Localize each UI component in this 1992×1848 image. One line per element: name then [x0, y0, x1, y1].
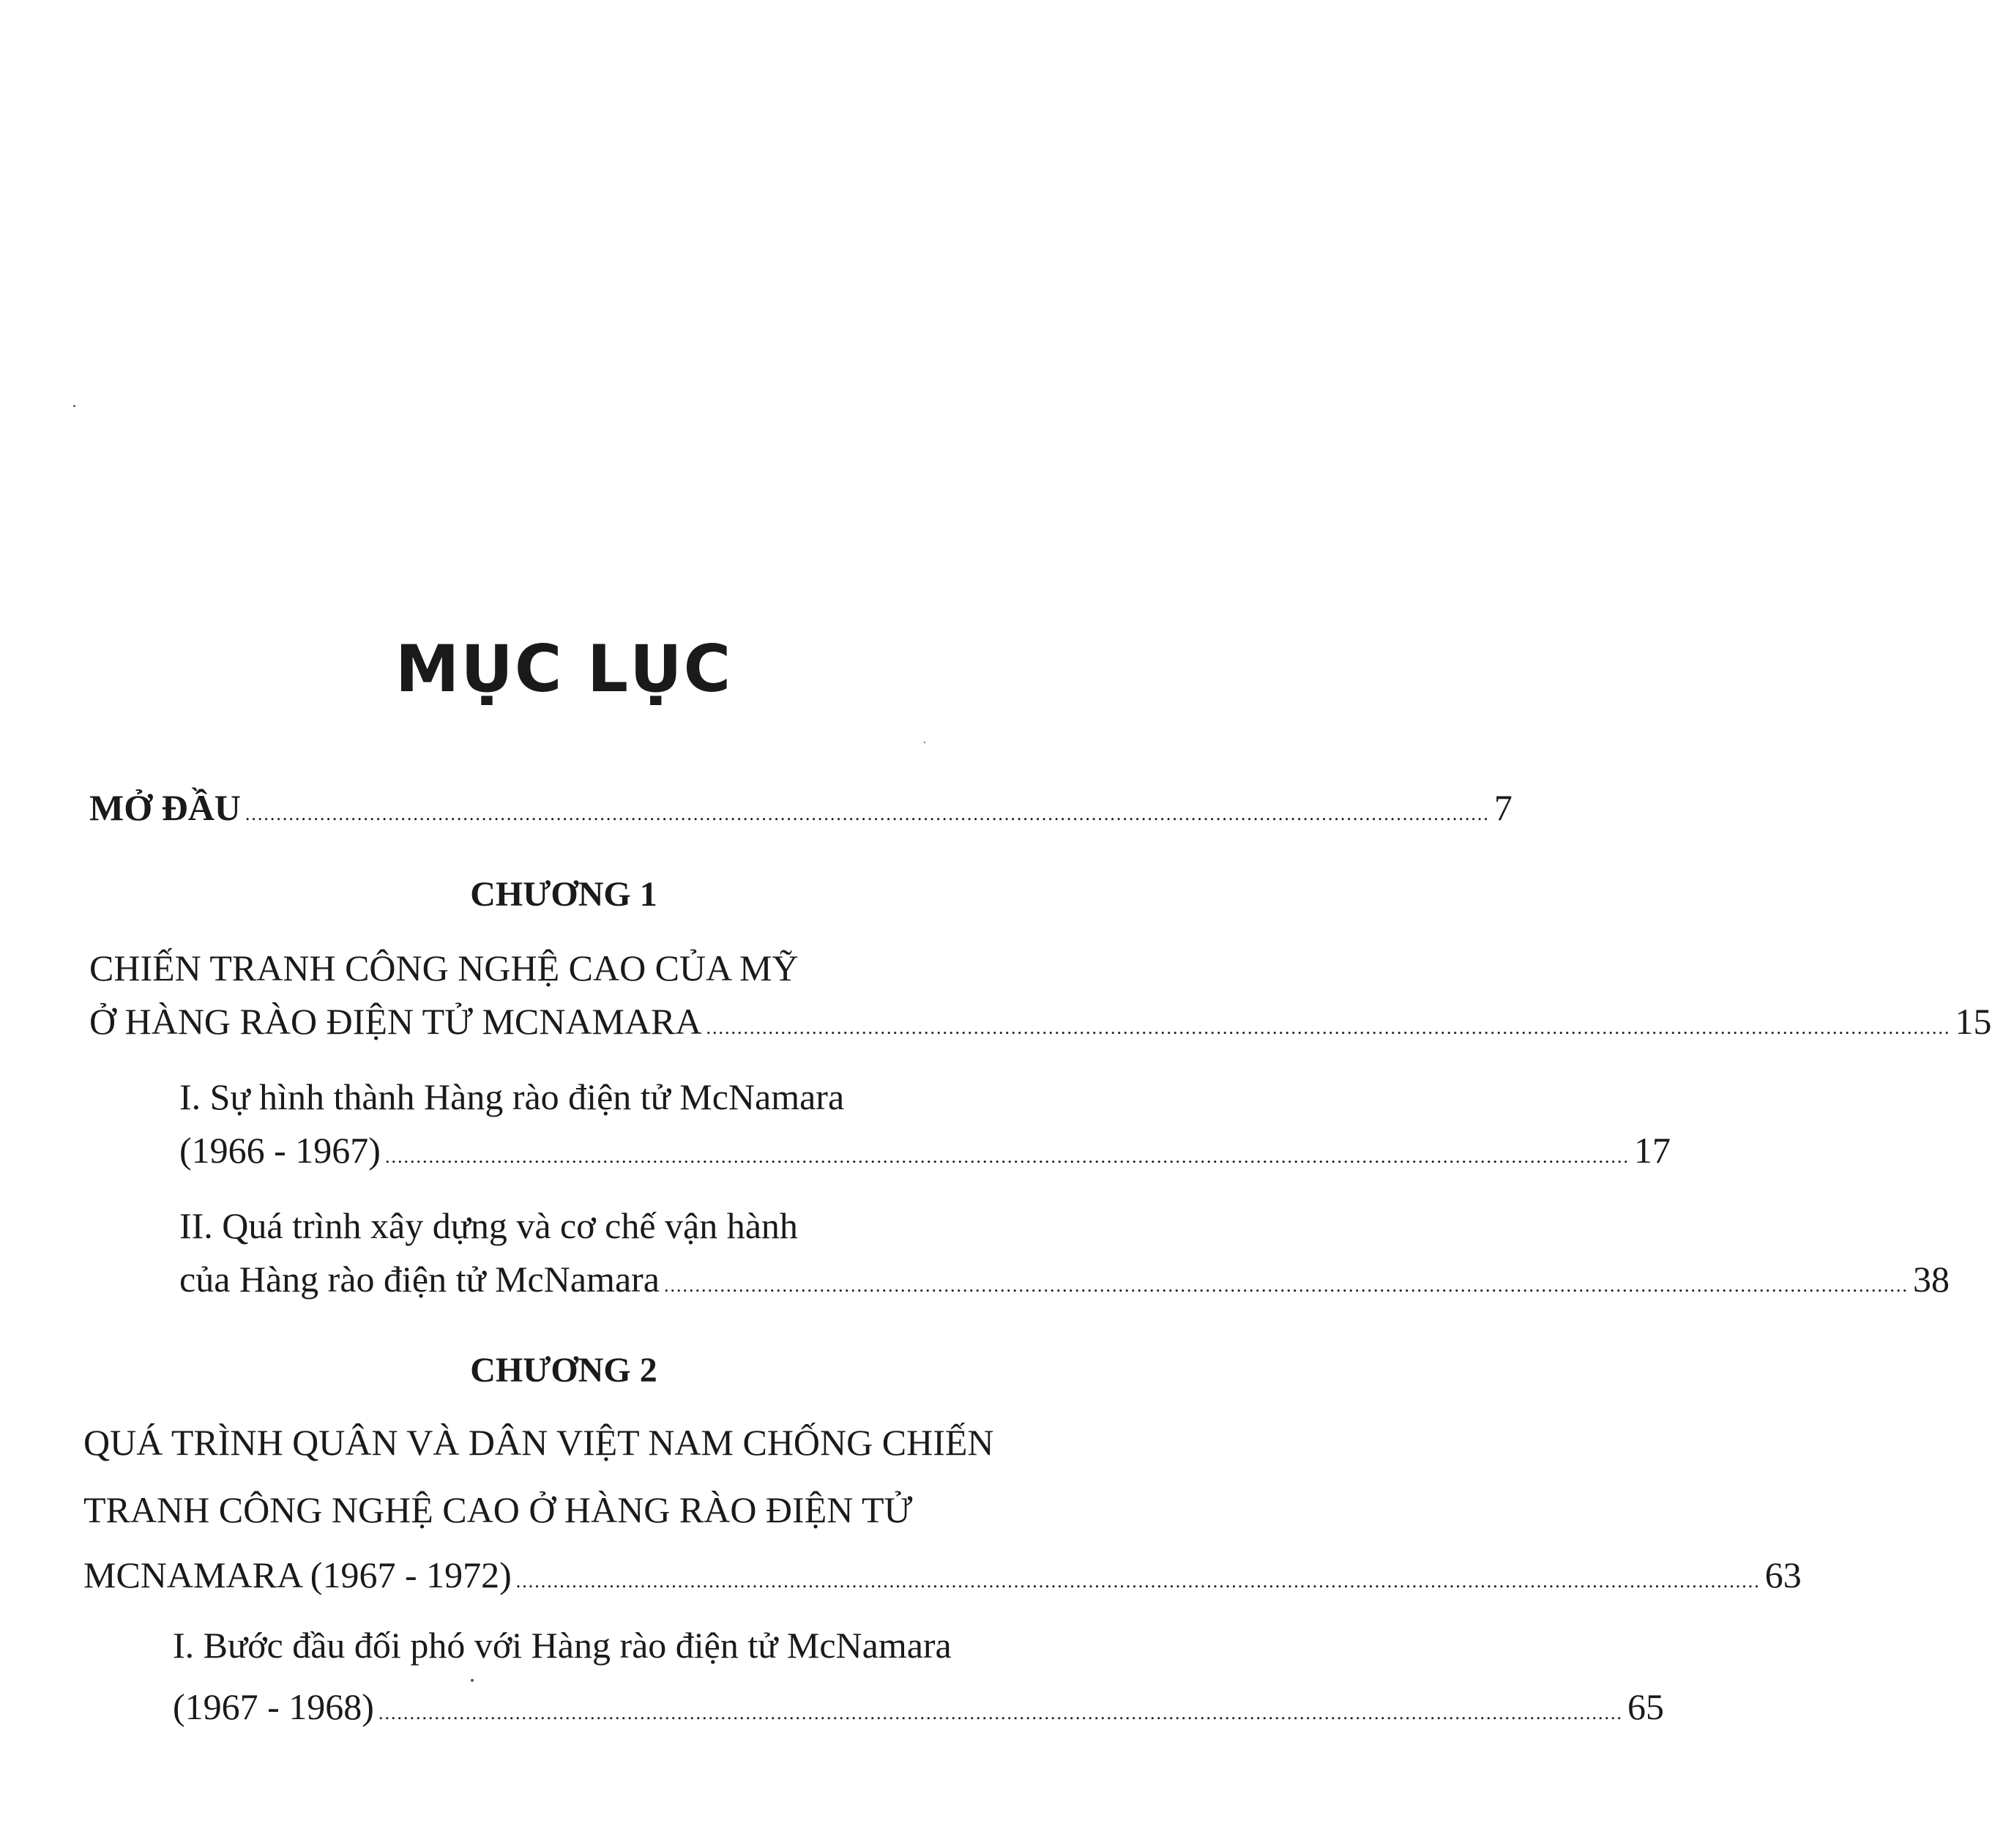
dot-leader: ........................................................................................................................................................................................................: [706, 1017, 1951, 1038]
toc-entry-section: [179, 1259, 1950, 1300]
toc-page-number: 38: [1912, 1259, 1950, 1300]
chapter-title-line: MCNAMARA (1967 - 1972): [83, 1554, 512, 1595]
toc-page-number: 63: [1764, 1554, 1802, 1595]
dot-leader: ........................................................................................................................................................................................................: [245, 803, 1490, 824]
toc-page-number: 7: [1493, 787, 1512, 828]
dot-leader: ........................................................................................................................................................................................................: [663, 1275, 1909, 1296]
chapter-heading: CHƯƠNG 1: [470, 875, 657, 914]
chapter-title-line: TRANH CÔNG NGHỆ CAO Ở HÀNG RÀO ĐIỆN TỬ: [83, 1489, 913, 1530]
chapter-title-line: CHIẾN TRANH CÔNG NGHỆ CAO CỦA MỸ: [89, 947, 799, 988]
paper-speck: [471, 1679, 474, 1682]
toc-page-number: 65: [1627, 1686, 1664, 1727]
toc-entry-chapter1: [89, 1001, 1992, 1042]
page-title: MỤC LỤC: [395, 631, 733, 707]
section-title-line: I. Bước đầu đối phó với Hàng rào điện tử McNamara: [173, 1625, 952, 1666]
toc-page-number: 17: [1633, 1130, 1671, 1171]
section-title-line: (1966 - 1967): [179, 1130, 381, 1171]
paper-speck: [73, 405, 75, 407]
dot-leader: ........................................................................................................................................................................................................: [515, 1571, 1761, 1592]
chapter-title-line: QUÁ TRÌNH QUÂN VÀ DÂN VIỆT NAM CHỐNG CHIẾN: [83, 1422, 994, 1463]
chapter-heading: CHƯƠNG 2: [470, 1351, 657, 1390]
paper-speck: [924, 742, 925, 743]
dot-leader: ........................................................................................................................................................................................................: [384, 1146, 1630, 1167]
toc-entry-label: MỞ ĐẦU: [89, 787, 241, 828]
dot-leader: ........................................................................................................................................................................................................: [378, 1702, 1623, 1724]
toc-page-number: 15: [1955, 1001, 1992, 1042]
chapter-title-line: Ở HÀNG RÀO ĐIỆN TỬ MCNAMARA: [89, 1001, 702, 1042]
toc-entry-intro: [89, 787, 1512, 828]
section-title-line: II. Quá trình xây dựng và cơ chế vận hành: [179, 1205, 798, 1246]
section-title-line: của Hàng rào điện tử McNamara: [179, 1259, 660, 1300]
toc-entry-chapter2: [83, 1554, 1802, 1595]
section-title-line: I. Sự hình thành Hàng rào điện tử McNamara: [179, 1076, 845, 1117]
toc-entry-section: [173, 1686, 1664, 1727]
toc-entry-section: [179, 1130, 1671, 1171]
section-title-line: (1967 - 1968): [173, 1686, 374, 1727]
